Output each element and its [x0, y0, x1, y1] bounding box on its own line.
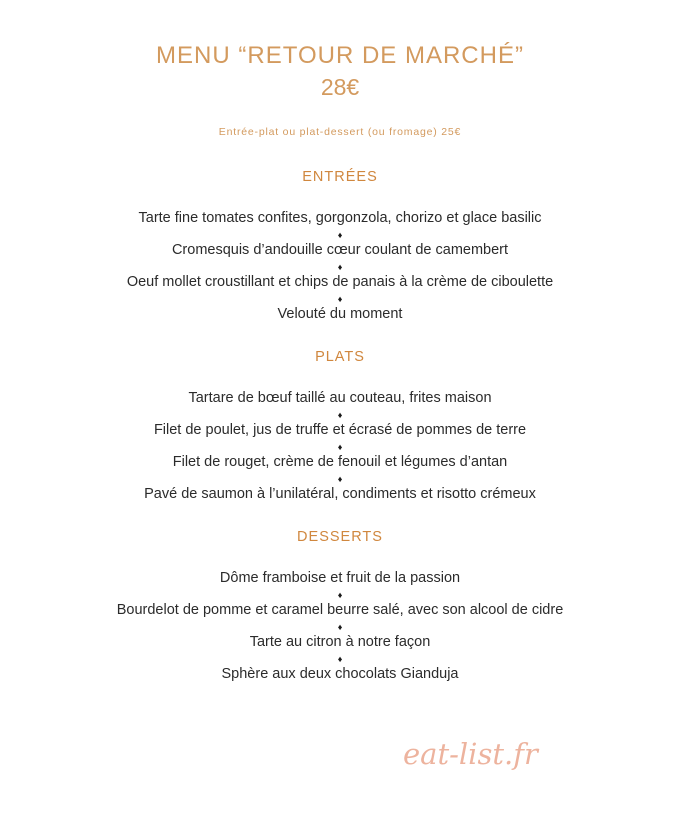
- dish-item: Tarte au citron à notre façon: [249, 634, 431, 650]
- dish-item: Tartare de bœuf taillé au couteau, frites maison: [188, 390, 492, 406]
- menu-formula: Entrée-plat ou plat-dessert (ou fromage) 25€: [218, 126, 462, 138]
- diamond-separator-icon: ♦: [337, 654, 343, 664]
- dish-item: Velouté du moment: [277, 306, 403, 322]
- dish-item: Pavé de saumon à l’unilatéral, condiments et risotto crémeux: [144, 486, 536, 502]
- dish-item: Dôme framboise et fruit de la passion: [219, 570, 461, 586]
- diamond-separator-icon: ♦: [337, 262, 343, 272]
- section-title-entrees: ENTRÉES: [302, 169, 378, 185]
- diamond-separator-icon: ♦: [337, 590, 343, 600]
- dish-item: Bourdelot de pomme et caramel beurre salé, avec son alcool de cidre: [116, 602, 564, 618]
- menu-title: MENU “RETOUR DE MARCHÉ”: [156, 42, 524, 69]
- diamond-separator-icon: ♦: [337, 410, 343, 420]
- section-items-desserts: [0, 568, 680, 684]
- dish-item: Filet de poulet, jus de truffe et écrasé de pommes de terre: [153, 422, 527, 438]
- diamond-separator-icon: ♦: [337, 230, 343, 240]
- section-title-desserts: DESSERTS: [297, 529, 383, 545]
- dish-item: Sphère aux deux chocolats Gianduja: [221, 666, 459, 682]
- diamond-separator-icon: ♦: [337, 622, 343, 632]
- dish-item: Cromesquis d’andouille cœur coulant de camembert: [171, 242, 509, 258]
- menu-price: 28€: [320, 74, 360, 100]
- dish-item: Tarte fine tomates confites, gorgonzola, chorizo et glace basilic: [138, 210, 542, 226]
- section-items-plats: [0, 388, 680, 504]
- watermark: eat-list.fr: [403, 737, 538, 771]
- section-items-entrees: [0, 208, 680, 324]
- diamond-separator-icon: ♦: [337, 442, 343, 452]
- dish-item: Oeuf mollet croustillant et chips de panais à la crème de ciboulette: [126, 274, 554, 290]
- section-title-plats: PLATS: [315, 349, 365, 365]
- diamond-separator-icon: ♦: [337, 474, 343, 484]
- dish-item: Filet de rouget, crème de fenouil et légumes d’antan: [172, 454, 508, 470]
- diamond-separator-icon: ♦: [337, 294, 343, 304]
